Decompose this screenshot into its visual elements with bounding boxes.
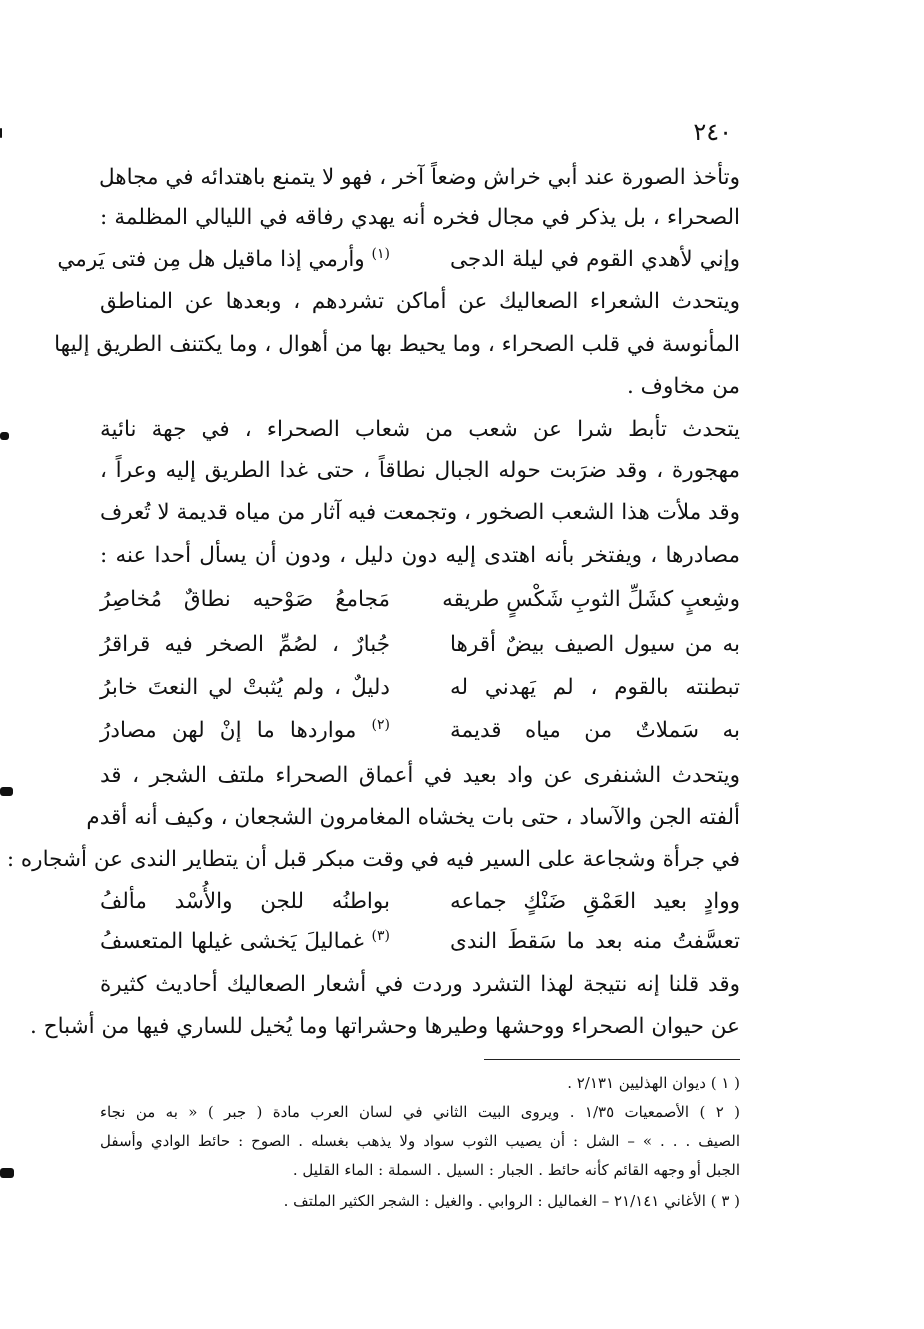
verse-hemistich-left: دليلٌ ، ولم يُثبتْ لي النعتَ خابرُ [100,675,390,700]
verse-line [100,625,740,665]
footnote-line: ( ٢ ) الأصمعيات ١/٣٥ . ويروى البيت الثاني في لسان العرب مادة ( جبر ) « به من نجاء [100,1103,740,1121]
verse-hemistich-right: وإني لأهدي القوم في ليلة الدجى [450,247,740,272]
verse-hemistich-left: مَجامعُ صَوْحيه نطاقٌ مُخاصِرُ [100,587,390,612]
verse-line [57,240,740,280]
verse-hemistich-right: به سَملاتٌ من مياه قديمة [450,718,740,743]
scan-mark [0,1168,14,1178]
text-line: الصحراء ، بل يذكر في مجال فخره أنه يهدي رفاقه في الليالي المظلمة : [100,205,740,230]
verse-hemistich-left: جُبارٌ ، لصُمِّ الصخر فيه قراقرُ [100,632,390,657]
verse-text: مواردها ما إنْ لهن مصادرُ [100,718,357,743]
verse-hemistich-left [100,711,390,751]
verse-line [100,668,740,708]
text-line: المأنوسة في قلب الصحراء ، وما يحيط بها من أهوال ، وما يكتنف الطريق إليها [54,332,740,357]
verse-text: وأرمي إذا ماقيل هل مِن فتى يَرمي [57,247,365,272]
verse-hemistich-left [57,240,390,280]
text-line: وتأخذ الصورة عند أبي خراش وضعاً آخر ، فهو لا يتمنع باهتدائه في مجاهل [98,165,740,190]
text-line: ويتحدث الشعراء الصعاليك عن أماكن تشردهم ، وبعدها عن المناطق [100,289,740,314]
text-line: ويتحدث الشنفرى عن واد بعيد في أعماق الصحراء ملتف الشجر ، قد [100,763,740,788]
verse-hemistich-right: ووادٍ بعيد العَمْقِ ضَنْكٍ جماعه [450,889,740,914]
scan-mark [0,432,9,440]
verse-line [100,882,740,922]
footnote-line: ( ٣ ) الأغاني ٢١/١٤١ – الغماليل : الروابي . والغيل : الشجر الكثير الملتف . [283,1192,740,1210]
footnote-line: الصيف . . . » – الشل : أن يصيب الثوب سواد ولا يذهب بغسله . الصوح : حائط الوادي وأسفل [100,1132,740,1150]
text-line: من مخاوف . [626,374,740,399]
verse-line [100,711,740,751]
verse-hemistich-right: تعسَّفتُ منه بعد ما سَقطَ الندى [450,929,740,954]
page-number: ٢٤٠ [693,118,732,146]
verse-hemistich-right: تبطنته بالقوم ، لم يَهدني له [450,675,740,700]
text-line: يتحدث تأبط شرا عن شعب من شعاب الصحراء ، في جهة نائية [100,417,740,442]
footnote-ref: (٢) [371,716,390,733]
text-line: مصادرها ، ويفتخر بأنه اهتدى إليه دون دليل ، ودون أن يسأل أحدا عنه : [100,543,740,568]
text-line: وقد قلنا إنه نتيجة لهذا التشرد وردت في أشعار الصعاليك أحاديث كثيرة [100,972,740,997]
footnote-line: الجبل أو وجهه القائم كأنه حائط . الجبار : السيل . السملة : الماء القليل . [292,1161,740,1179]
text-line: وقد ملأت هذا الشعب الصخور ، وتجمعت فيه آثار من مياه قديمة لا تُعرف [100,500,740,525]
text-line: مهجورة ، وقد ضرَبت حوله الجبال نطاقاً ، حتى غدا الطريق إليه وعراً ، [100,458,740,483]
verse-hemistich-left [100,922,390,962]
footnote-separator [484,1059,740,1060]
text-line: ألفته الجن والآساد ، حتى بات يخشاه المغامرون الشجعان ، وكيف أنه أقدم [86,805,740,830]
verse-hemistich-left: بواطنُه للجن والأُسْد مألفُ [100,889,390,914]
footnote-ref: (٣) [371,927,390,944]
verse-hemistich-right: وشِعبٍ كشَلِّ الثوبِ شَكْسٍ طريقه [442,587,740,612]
text-line: في جرأة وشجاعة على السير فيه في وقت مبكر قبل أن يتطاير الندى عن أشجاره : [6,847,740,872]
text-line: عن حيوان الصحراء ووحشها وطيرها وحشراتها وما يُخيل للساري فيها من أشباح . [30,1014,740,1039]
verse-line [100,922,740,962]
verse-text: غماليلَ يَخشى غيلها المتعسفُ [100,929,364,954]
verse-line [100,580,740,620]
verse-hemistich-right: به من سيول الصيف بيضٌ أقرها [450,632,740,657]
scan-mark [0,128,2,138]
footnote-ref: (١) [371,245,390,262]
scan-mark [0,787,13,796]
footnote-line: ( ١ ) ديوان الهذليين ٢/١٣١ . [567,1074,740,1092]
